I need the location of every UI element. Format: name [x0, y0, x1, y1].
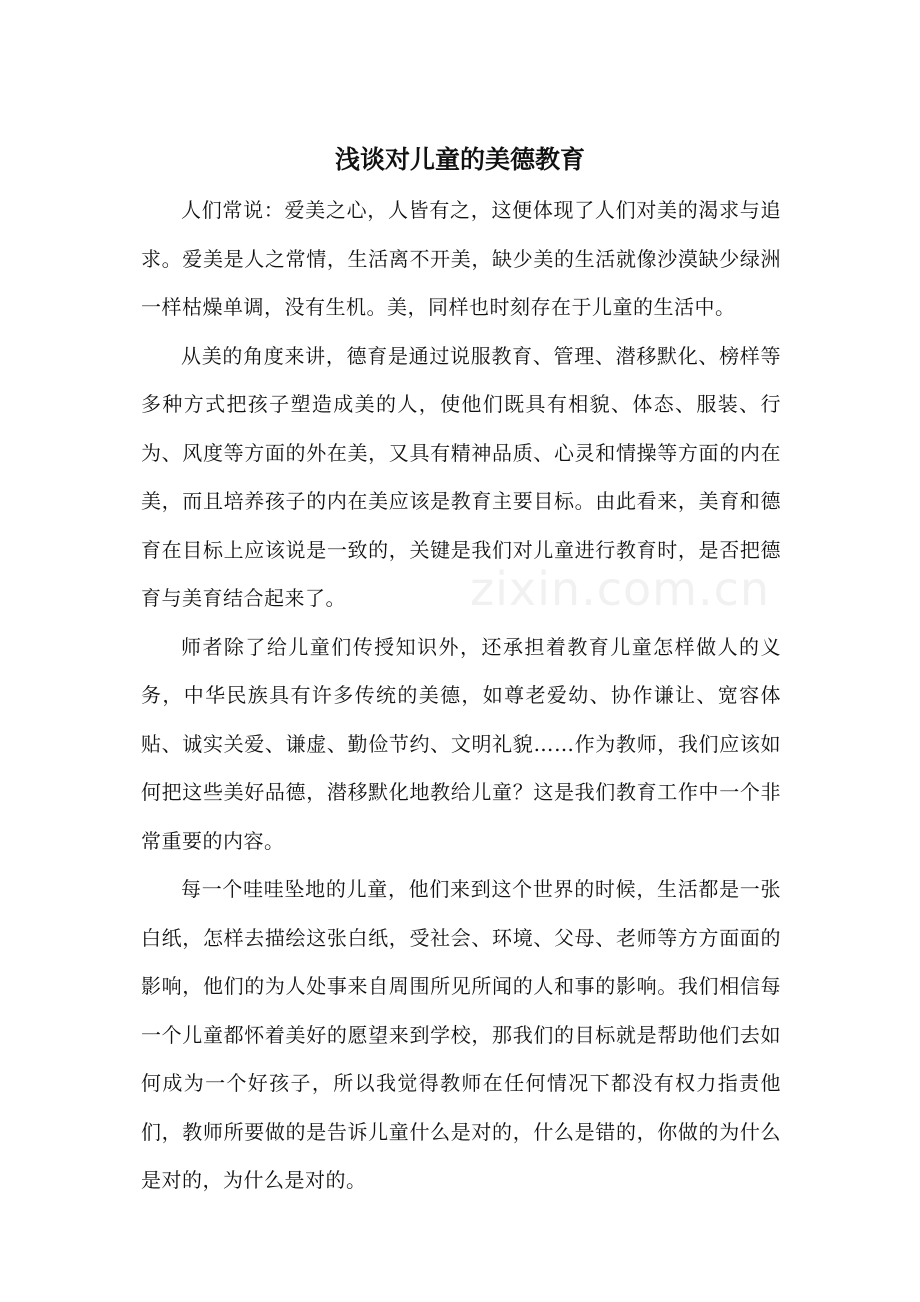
- paragraph-2: 从美的角度来讲，德育是通过说服教育、管理、潜移默化、榜样等多种方式把孩子塑造成美的人，使他们既具有相貌、体态、服装、行为、风度等方面的外在美，又具有精神品质、心灵和情操等方面的内在美，而且培养孩子的内在美应该是教育主要目标。由此看来，美育和德育在目标上应该说是一致的，关键是我们对儿童进行教育时，是否把德育与美育结合起来了。: [141, 343, 781, 610]
- watermark: zixin.com.cn: [470, 562, 771, 616]
- paragraph-3: 师者除了给儿童们传授知识外，还承担着教育儿童怎样做人的义务，中华民族具有许多传统的美德，如尊老爱幼、协作谦让、宽容体贴、诚实关爱、谦虚、勤俭节约、文明礼貌……作为教师，我们应该如何把这些美好品德，潜移默化地教给儿童？这是我们教育工作中一个非常重要的内容。: [141, 634, 781, 853]
- paragraph-4: 每一个哇哇坠地的儿童，他们来到这个世界的时候，生活都是一张白纸，怎样去描绘这张白纸，受社会、环境、父母、老师等方方面面的影响，他们的为人处事来自周围所见所闻的人和事的影响。我们相信每一个儿童都怀着美好的愿望来到学校，那我们的目标就是帮助他们去如何成为一个好孩子，所以我觉得教师在任何情况下都没有权力指责他们，教师所要做的是告诉儿童什么是对的，什么是错的，你做的为什么是对的，为什么是对的。: [141, 877, 781, 1192]
- paragraph-1: 人们常说：爱美之心，人皆有之，这便体现了人们对美的渴求与追求。爱美是人之常情，生活离不开美，缺少美的生活就像沙漠缺少绿洲一样枯燥单调，没有生机。美，同样也时刻存在于儿童的生活中。: [141, 198, 781, 319]
- document-body: [141, 186, 781, 1205]
- document-title: 浅谈对儿童的美德教育: [334, 145, 585, 174]
